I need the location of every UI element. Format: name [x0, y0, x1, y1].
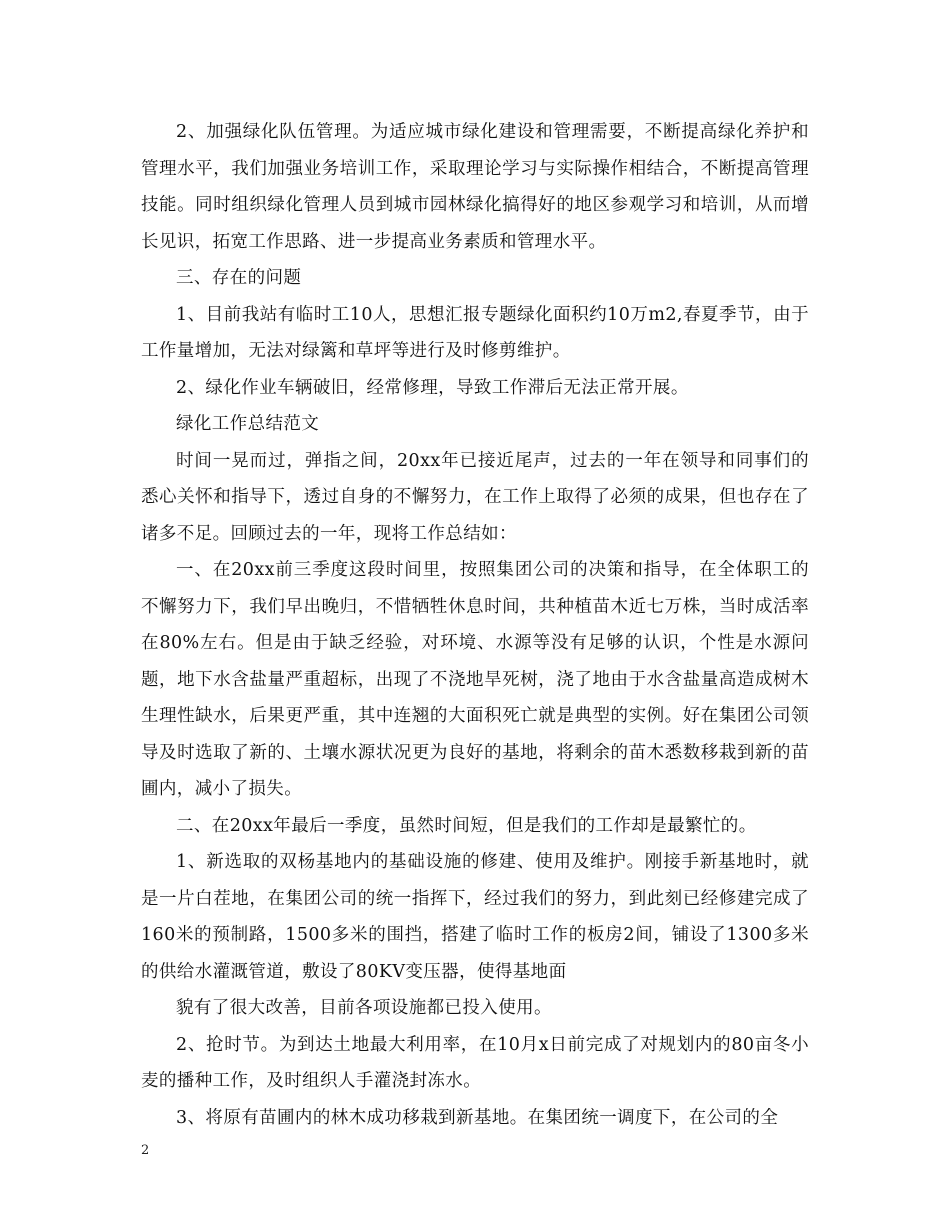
- heading-existing-problems: 三、存在的问题: [176, 268, 302, 288]
- paragraph-seasonal-work: 2、抢时节。为到达土地最大利用率，在10月x日前完成了对规划内的80亩冬小麦的播种工作，及时组织人手灌浇封冻水。: [141, 1034, 809, 1091]
- paragraph-vehicles: 2、绿化作业车辆破旧，经常修理，导致工作滞后无法正常开展。: [176, 377, 689, 398]
- heading-sample-summary: 绿化工作总结范文: [176, 414, 320, 434]
- paragraph-new-base-facilities: 1、新选取的双杨基地内的基础设施的修建、使用及维护。刚接手新基地时，就是一片白茬地，在集团公司的统一指挥下，经过我们的努力，到此刻已经修建完成了160米的预制路，1500多米的围挡，搭建了临时工作的板房2间，铺设了1300多米的供给水灌溉管道，敷设了80KV变压器，使得基地面: [141, 852, 809, 982]
- paragraph-greening-team-management: 2、加强绿化队伍管理。为适应城市绿化建设和管理需要，不断提高绿化养护和管理水平，我们加强业务培训工作，采取理论学习与实际操作相结合，不断提高管理技能。同时组织绿化管理人员到城市园林绿化搞得好的地区参观学习和培训，从而增长见识，拓宽工作思路、进一步提高业务素质和管理水平。: [141, 122, 809, 252]
- paragraph-tree-relocation: 3、将原有苗圃内的林木成功移栽到新基地。在集团统一调度下，在公司的全: [176, 1107, 779, 1128]
- paragraph-facilities-in-use: 貌有了很大改善，目前各项设施都已投入使用。: [176, 998, 552, 1018]
- paragraph-temporary-workers: 1、目前我站有临时工10人，思想汇报专题绿化面积约10万m2,春夏季节，由于工作量增加，无法对绿篱和草坪等进行及时修剪维护。: [141, 304, 809, 361]
- document-body: [141, 114, 809, 1136]
- paragraph-last-quarter: 二、在20xx年最后一季度，虽然时间短，但是我们的工作却是最繁忙的。: [176, 815, 757, 836]
- page-number: 2: [141, 1143, 150, 1158]
- paragraph-first-three-quarters: 一、在20xx前三季度这段时间里，按照集团公司的决策和指导，在全体职工的不懈努力下，我们早出晚归，不惜牺牲休息时间，共种植苗木近七万株，当时成活率在80%左右。但是由于缺乏经验，对环境、水源等没有足够的认识，个性是水源问题，地下水含盐量严重超标，出现了不浇地旱死树，浇了地由于水含盐量高造成树木生理性缺水，后果更严重，其中连翘的大面积死亡就是典型的实例。好在集团公司领导及时选取了新的、土壤水源状况更为良好的基地，将剩余的苗木悉数移栽到新的苗圃内，减小了损失。: [141, 560, 809, 799]
- paragraph-year-review: 时间一晃而过，弹指之间，20xx年已接近尾声，过去的一年在领导和同事们的悉心关怀和指导下，透过自身的不懈努力，在工作上取得了必须的成果，但也存在了诸多不足。回顾过去的一年，现将工作总结如：: [141, 450, 809, 544]
